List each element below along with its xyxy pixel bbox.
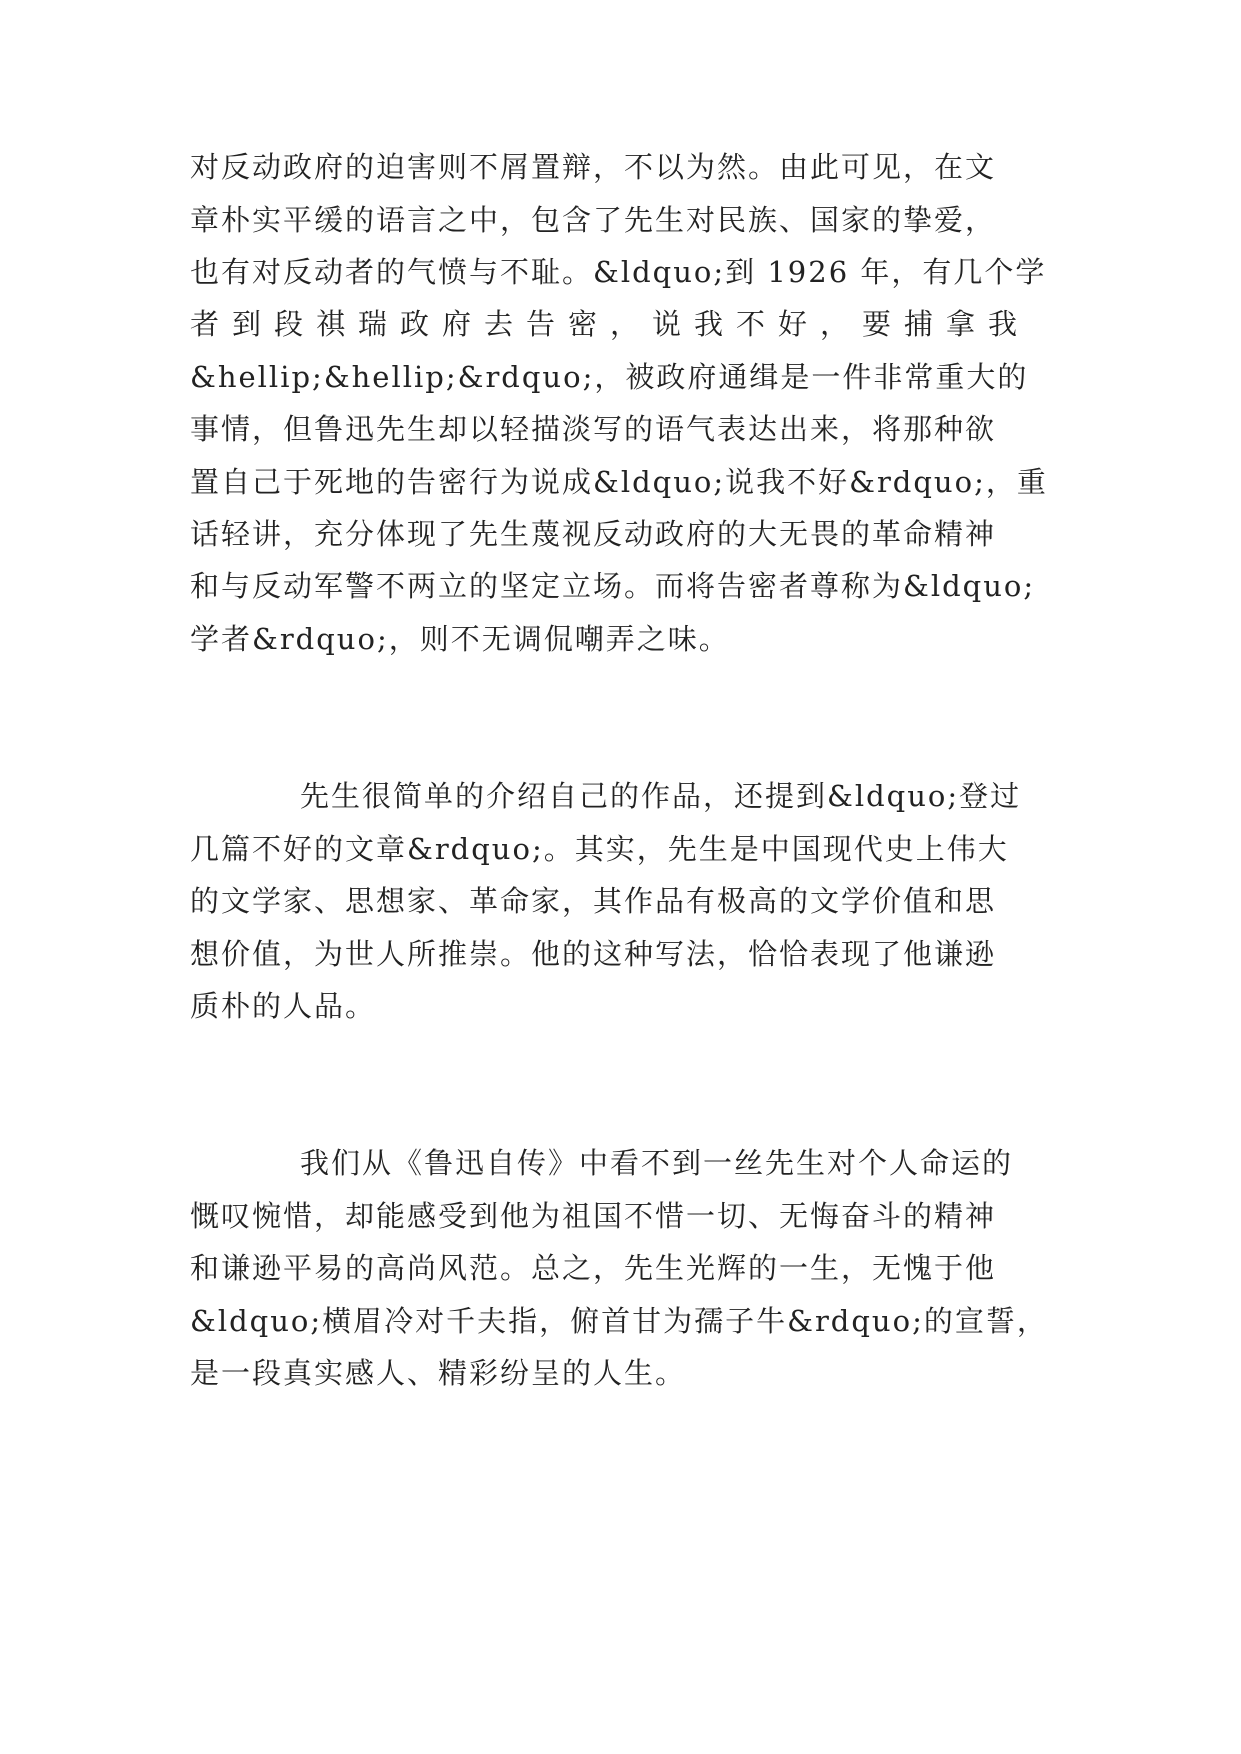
text-line: 和谦逊平易的高尚风范。总之，先生光辉的一生，无愧于他 [190, 1251, 997, 1285]
text-line: &ldquo;横眉冷对千夫指，俯首甘为孺子牛&rdquo;的宣誓， [190, 1304, 1048, 1338]
text-line: 想价值，为世人所推崇。他的这种写法，恰恰表现了他谦逊 [190, 937, 997, 971]
text-line: 也有对反动者的气愤与不耻。&ldquo;到 1926 年，有几个学 [190, 255, 1047, 289]
text-line: 的文学家、思想家、革命家，其作品有极高的文学价值和思 [190, 884, 997, 918]
text-line: 话轻讲，充分体现了先生蔑视反动政府的大无畏的革命精神 [190, 517, 997, 551]
text-line: 事情，但鲁迅先生却以轻描淡写的语气表达出来，将那种欲 [190, 412, 997, 446]
text-line: 章朴实平缓的语言之中，包含了先生对民族、国家的挚爱， [190, 203, 997, 237]
text-line: 学者&rdquo;，则不无调侃嘲弄之味。 [190, 622, 730, 656]
text-line: 慨叹惋惜，却能感受到他为祖国不惜一切、无悔奋斗的精神 [190, 1199, 997, 1233]
text-line: &hellip;&hellip;&rdquo;，被政府通缉是一件非常重大的 [190, 360, 1029, 394]
text-line: 置自己于死地的告密行为说成&ldquo;说我不好&rdquo;，重 [190, 465, 1048, 499]
text-line: 者到段祺瑞政府去告密，说我不好，要捕拿我 [190, 307, 1031, 341]
text-line: 几篇不好的文章&rdquo;。其实，先生是中国现代史上伟大 [190, 832, 1009, 866]
text-line: 和与反动军警不两立的坚定立场。而将告密者尊称为&ldquo; [190, 569, 1036, 603]
text-line: 质朴的人品。 [190, 989, 377, 1023]
text-line: 先生很简单的介绍自己的作品，还提到&ldquo;登过 [300, 779, 1022, 813]
text-line: 对反动政府的迫害则不屑置辩，不以为然。由此可见，在文 [190, 150, 997, 184]
text-line: 是一段真实感人、精彩纷呈的人生。 [190, 1356, 687, 1390]
text-line: 我们从《鲁迅自传》中看不到一丝先生对个人命运的 [300, 1146, 1014, 1180]
